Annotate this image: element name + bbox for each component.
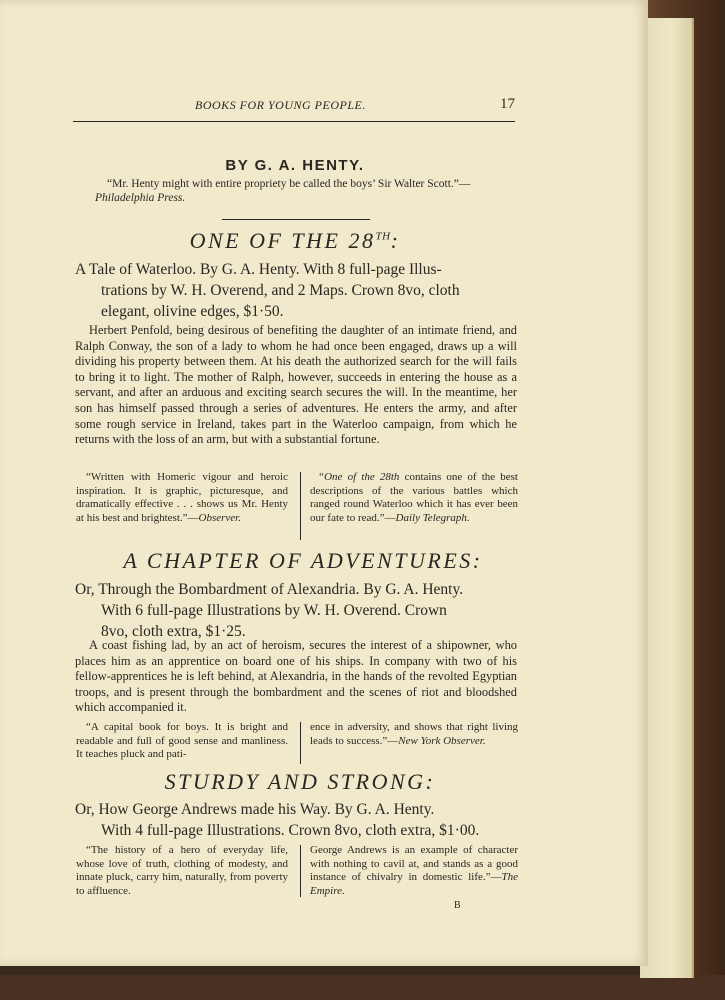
book-title-sup: TH [375, 230, 391, 243]
review-right [310, 844, 518, 898]
review-source: New York Observer. [398, 734, 486, 747]
book-title: A CHAPTER OF ADVENTURES: [123, 548, 483, 573]
running-head [70, 98, 515, 118]
imprint-line: Or, How George Andrews made his Way. By G. A. Henty. [75, 801, 435, 818]
review-text: “The history of a hero of everyday life, whose love of truth, clothing of modesty, and innate pluck, carry him, naturally, from poverty to affluence. [76, 844, 288, 897]
header-rule [73, 121, 515, 122]
page-number: 17 [500, 96, 515, 112]
review-source: Observer. [198, 511, 241, 524]
author-quote [95, 177, 515, 205]
review-text: “Written with Homeric vigour and heroic inspiration. It is graphic, picturesque, and dramatically effective . . . shows us Mr. Henty at his best and brightest.”— [76, 471, 288, 524]
imprint-line: A Tale of Waterloo. By G. A. Henty. With 8 full-page Illus- [75, 261, 442, 278]
book-title-text: ONE OF THE 28 [189, 228, 376, 253]
imprint-line: With 4 full-page Illustrations. Crown 8vo, cloth extra, $1·00. [101, 822, 480, 839]
book-synopsis: Herbert Penfold, being desirous of benefiting the daughter of an intimate friend, and Ralph Conway, the son of a lady to whom he had once been engaged, draws up a will dividing his property between them. At his death the authorized search for the will fails to bring it to light. The mother of Ralph, however, succeeds in entering the house as a servant, and after an arduous and exciting search secures the will. In the meantime, her son has himself passed through a series of adventures. He enters the army, and after some rough service in Ireland, takes part in the Waterloo campaign, from which he returns with the loss of an arm, but with a substantial fortune. [75, 323, 517, 447]
review-right [310, 471, 518, 525]
book-title-end: : [390, 228, 401, 253]
book-synopsis: A coast fishing lad, by an act of heroism, secures the interest of a shipowner, who places him as an apprentice on board one of his ships. In company with two of his fellow-apprentices he is left behind, at Alexandria, in the hands of the revolted Egyptian troops, and is present through the bombardment and the scenes of riot and bloodshed which accompanied it. [75, 638, 517, 715]
imprint-line: elegant, olivine edges, $1·50. [101, 303, 284, 320]
review-text: “A capital book for boys. It is bright and readable and full of good sense and manliness. It teaches pluck and pati- [76, 721, 288, 760]
review-text: ence in adversity, and shows that right living leads to success.”— [310, 721, 518, 747]
author-quote-source: Philadelphia Press. [95, 192, 186, 204]
book-imprint [75, 799, 520, 841]
review-text-italic: “One of the 28th [318, 471, 400, 483]
column-rule [300, 845, 301, 897]
imprint-line: Or, Through the Bombardment of Alexandria. By G. A. Henty. [75, 581, 464, 598]
running-title: BOOKS FOR YOUNG PEOPLE. [195, 98, 366, 112]
section-rule [222, 219, 370, 220]
review-text: George Andrews is an example of character with nothing to cavil at, and stands as a good instance of chivalry in domestic life.”— [310, 844, 518, 883]
review-left [76, 721, 288, 762]
review-left [76, 844, 288, 898]
column-rule [300, 722, 301, 764]
book-title [0, 228, 590, 254]
column-rule [300, 472, 301, 540]
book-imprint [75, 579, 520, 642]
imprint-line: 8vo, cloth extra, $1·25. [101, 623, 246, 640]
book-imprint [75, 259, 520, 322]
review-text: contains one of the best descriptions of the various battles which ranged round Waterloo which it has ever been our fate to read.”— [310, 471, 518, 524]
book-title: STURDY AND STRONG: [164, 769, 436, 794]
book-binding-bottom [0, 975, 725, 1000]
page-edges [640, 18, 694, 978]
review-left [76, 471, 288, 525]
author-quote-text: “Mr. Henty might with entire propriety be called the boys’ Sir Walter Scott.”— [107, 178, 471, 190]
author-heading: BY G. A. HENTY. [225, 157, 365, 174]
signature-mark: B [454, 900, 461, 911]
review-source: The Empire. [310, 871, 518, 897]
imprint-line: trations by W. H. Overend, and 2 Maps. Crown 8vo, cloth [101, 282, 460, 299]
review-source: Daily Telegraph. [395, 511, 470, 524]
imprint-line: With 6 full-page Illustrations by W. H. Overend. Crown [101, 602, 447, 619]
review-right [310, 721, 518, 748]
